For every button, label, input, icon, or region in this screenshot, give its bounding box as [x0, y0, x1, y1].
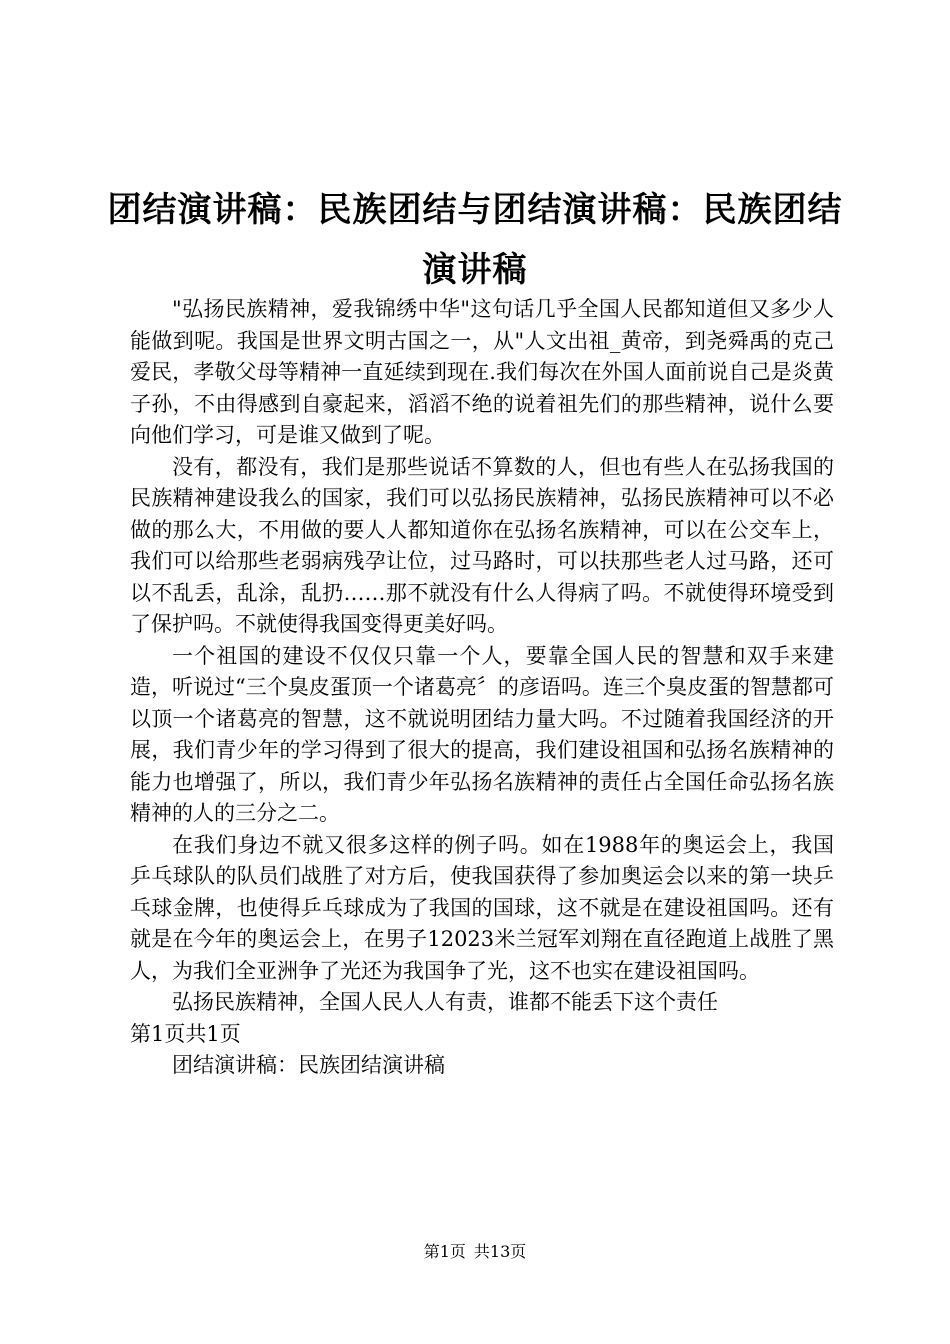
- footer-page-number: 第1页: [423, 1242, 466, 1261]
- document-body: [130, 294, 834, 1082]
- paragraph-3: 一个祖国的建设不仅仅只靠一个人，要靠全国人民的智慧和双手来建造，听说过“三个臭皮蛋顶一个诸葛亮〞的彦语吗。连三个臭皮蛋的智慧都可以顶一个诸葛亮的智慧，这不就说明团结力量大吗。不过随着我国经济的开展，我们青少年的学习得到了很大的提高，我们建设祖国和弘扬名族精神的能力也增强了，所以，我们青少年弘扬名族精神的责任占全国任命弘扬名族精神的人的三分之二。: [130, 643, 834, 825]
- paragraph-2: 没有，都没有，我们是那些说话不算数的人，但也有些人在弘扬我国的民族精神建设我么的国家，我们可以弘扬民族精神，弘扬民族精神可以不必做的那么大，不用做的要人人都知道你在弘扬名族精神，可以在公交车上，我们可以给那些老弱病残孕让位，过马路时，可以扶那些老人过马路，还可以不乱丢，乱涂，乱扔……那不就没有什么人得病了吗。不就使得环境受到了保护吗。不就使得我国变得更美好吗。: [130, 454, 834, 636]
- subheading: 团结演讲稿：民族团结演讲稿: [172, 1053, 445, 1077]
- paragraph-5: 弘扬民族精神，全国人民人人有责，谁都不能丢下这个责任: [172, 990, 718, 1014]
- footer-total-pages: 共13页: [473, 1242, 527, 1261]
- document-title: 团结演讲稿：民族团结与团结演讲稿：民族团结演讲稿: [107, 190, 843, 290]
- page-footer: [0, 1242, 950, 1262]
- inline-page-marker: 第1页共1页: [130, 1021, 241, 1046]
- paragraph-4: 在我们身边不就又很多这样的例子吗。如在1988年的奥运会上，我国乒乓球队的队员们战胜了对方后，使我国获得了参加奥运会以来的第一块乒乓球金牌，也使得乒乓球成为了我国的国球，这不就是在建设祖国吗。还有就是在今年的奥运会上，在男子12023米兰冠军刘翔在直径跑道上战胜了黑人，为我们全亚洲争了光还为我国争了光，这不也实在建设祖国吗。: [130, 832, 834, 983]
- paragraph-1: "弘扬民族精神，爱我锦绣中华"这句话几乎全国人民都知道但又多少人能做到呢。我国是世界文明古国之一，从"人文出祖_黄帝，到尧舜禹的克己爱民，孝敬父母等精神一直延续到现在.我们每次在外国人面前说自己是炎黄子孙，不由得感到自豪起来，滔滔不绝的说着祖先们的那些精神，说什么要向他们学习，可是谁又做到了呢。: [130, 297, 834, 447]
